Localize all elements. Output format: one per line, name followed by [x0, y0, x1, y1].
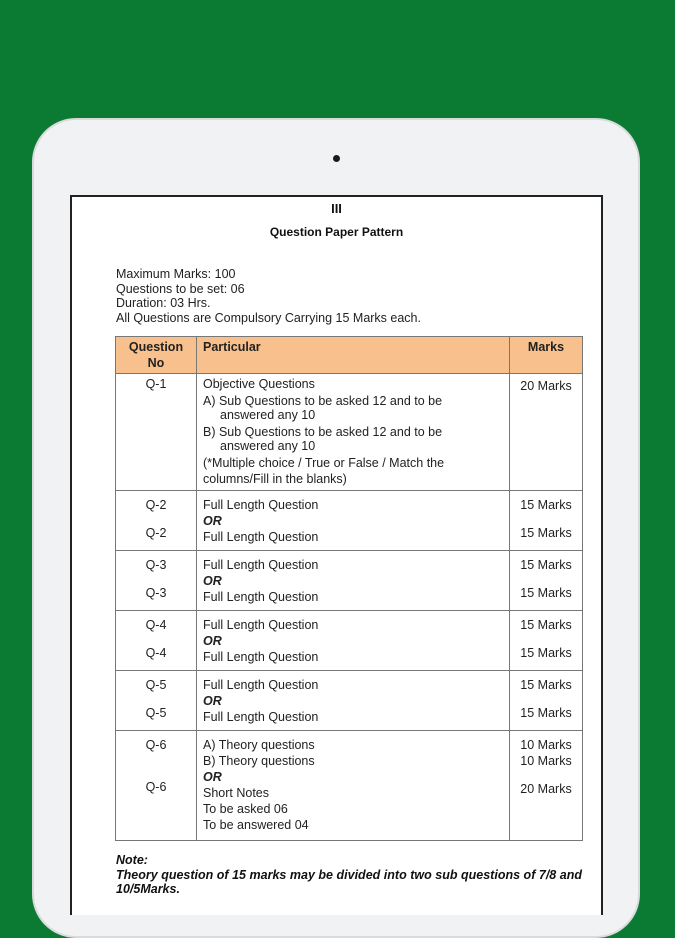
- question-no: Q-3: [145, 558, 167, 572]
- table-row: [116, 491, 583, 551]
- question-no: Q-3: [145, 586, 167, 600]
- marks: 10 Marks: [520, 738, 572, 752]
- text: columns/Fill in the blanks): [203, 472, 347, 486]
- question-no: Q-1: [116, 374, 197, 491]
- text: Full Length Question: [203, 498, 319, 512]
- question-no: Q-4: [145, 618, 167, 632]
- text: B) Theory questions: [203, 754, 315, 768]
- text: Full Length Question: [203, 618, 319, 632]
- header-marks: Marks: [510, 337, 583, 374]
- question-no: Q-5: [145, 706, 167, 720]
- particular: [197, 374, 510, 491]
- info-line: Maximum Marks: 100: [116, 267, 236, 281]
- marks: 15 Marks: [520, 558, 572, 572]
- camera-dot: [333, 155, 340, 162]
- question-no: Q-2: [145, 526, 167, 540]
- page-title: Question Paper Pattern: [269, 225, 404, 239]
- marks: 20 Marks: [520, 782, 572, 796]
- text: Full Length Question: [203, 650, 319, 664]
- text: Full Length Question: [203, 710, 319, 724]
- marks: 10 Marks: [520, 754, 572, 768]
- marks: 15 Marks: [520, 618, 572, 632]
- text: answered any 10: [220, 439, 316, 453]
- marks: 15 Marks: [520, 678, 572, 692]
- note-label: Note:: [116, 853, 148, 867]
- or-label: OR: [203, 770, 222, 784]
- info-line: Duration: 03 Hrs.: [116, 296, 211, 310]
- marks: 20 Marks: [510, 374, 583, 491]
- table-header: [116, 337, 583, 374]
- note-text: Theory question of 15 marks may be divided into two sub questions of 7/8 and 10/5Marks.: [116, 867, 582, 896]
- text: To be asked 06: [203, 802, 288, 816]
- info-line: Questions to be set: 06: [116, 281, 245, 296]
- pattern-table: [115, 336, 583, 841]
- header-particular: Particular: [197, 337, 510, 374]
- text: A) Sub Questions to be asked 12 and to be: [203, 394, 443, 408]
- table-row: [116, 611, 583, 671]
- marks: 15 Marks: [520, 646, 572, 660]
- marks: 15 Marks: [520, 586, 572, 600]
- text: Full Length Question: [203, 678, 319, 692]
- info-line: All Questions are Compulsory Carrying 15 Marks each.: [116, 310, 421, 325]
- table-row: [116, 671, 583, 731]
- header-qno: Question No: [116, 337, 197, 374]
- or-label: OR: [203, 574, 222, 588]
- table-row: [116, 731, 583, 841]
- question-no: Q-6: [145, 738, 167, 752]
- note: [116, 853, 582, 897]
- text: Full Length Question: [203, 530, 319, 544]
- or-label: OR: [203, 634, 222, 648]
- text: Short Notes: [203, 786, 270, 800]
- text: Objective Questions: [203, 377, 315, 391]
- text: answered any 10: [220, 408, 316, 422]
- exam-info: [116, 267, 421, 325]
- marks: 15 Marks: [520, 706, 572, 720]
- question-no: Q-5: [145, 678, 167, 692]
- text: To be answered 04: [203, 818, 309, 832]
- text: Full Length Question: [203, 590, 319, 604]
- table-row: [116, 374, 583, 491]
- question-no: Q-4: [145, 646, 167, 660]
- text: (*Multiple choice / True or False / Match the: [203, 456, 445, 470]
- document-page[interactable]: [70, 195, 603, 915]
- question-no: Q-2: [145, 498, 167, 512]
- or-label: OR: [203, 694, 222, 708]
- marks: 15 Marks: [520, 526, 572, 540]
- text: B) Sub Questions to be asked 12 and to be: [203, 425, 443, 439]
- marks: 15 Marks: [520, 498, 572, 512]
- table-row: [116, 551, 583, 611]
- section-number: III: [331, 201, 342, 216]
- text: Full Length Question: [203, 558, 319, 572]
- text: A) Theory questions: [203, 738, 315, 752]
- or-label: OR: [203, 514, 222, 528]
- question-no: Q-6: [145, 780, 167, 794]
